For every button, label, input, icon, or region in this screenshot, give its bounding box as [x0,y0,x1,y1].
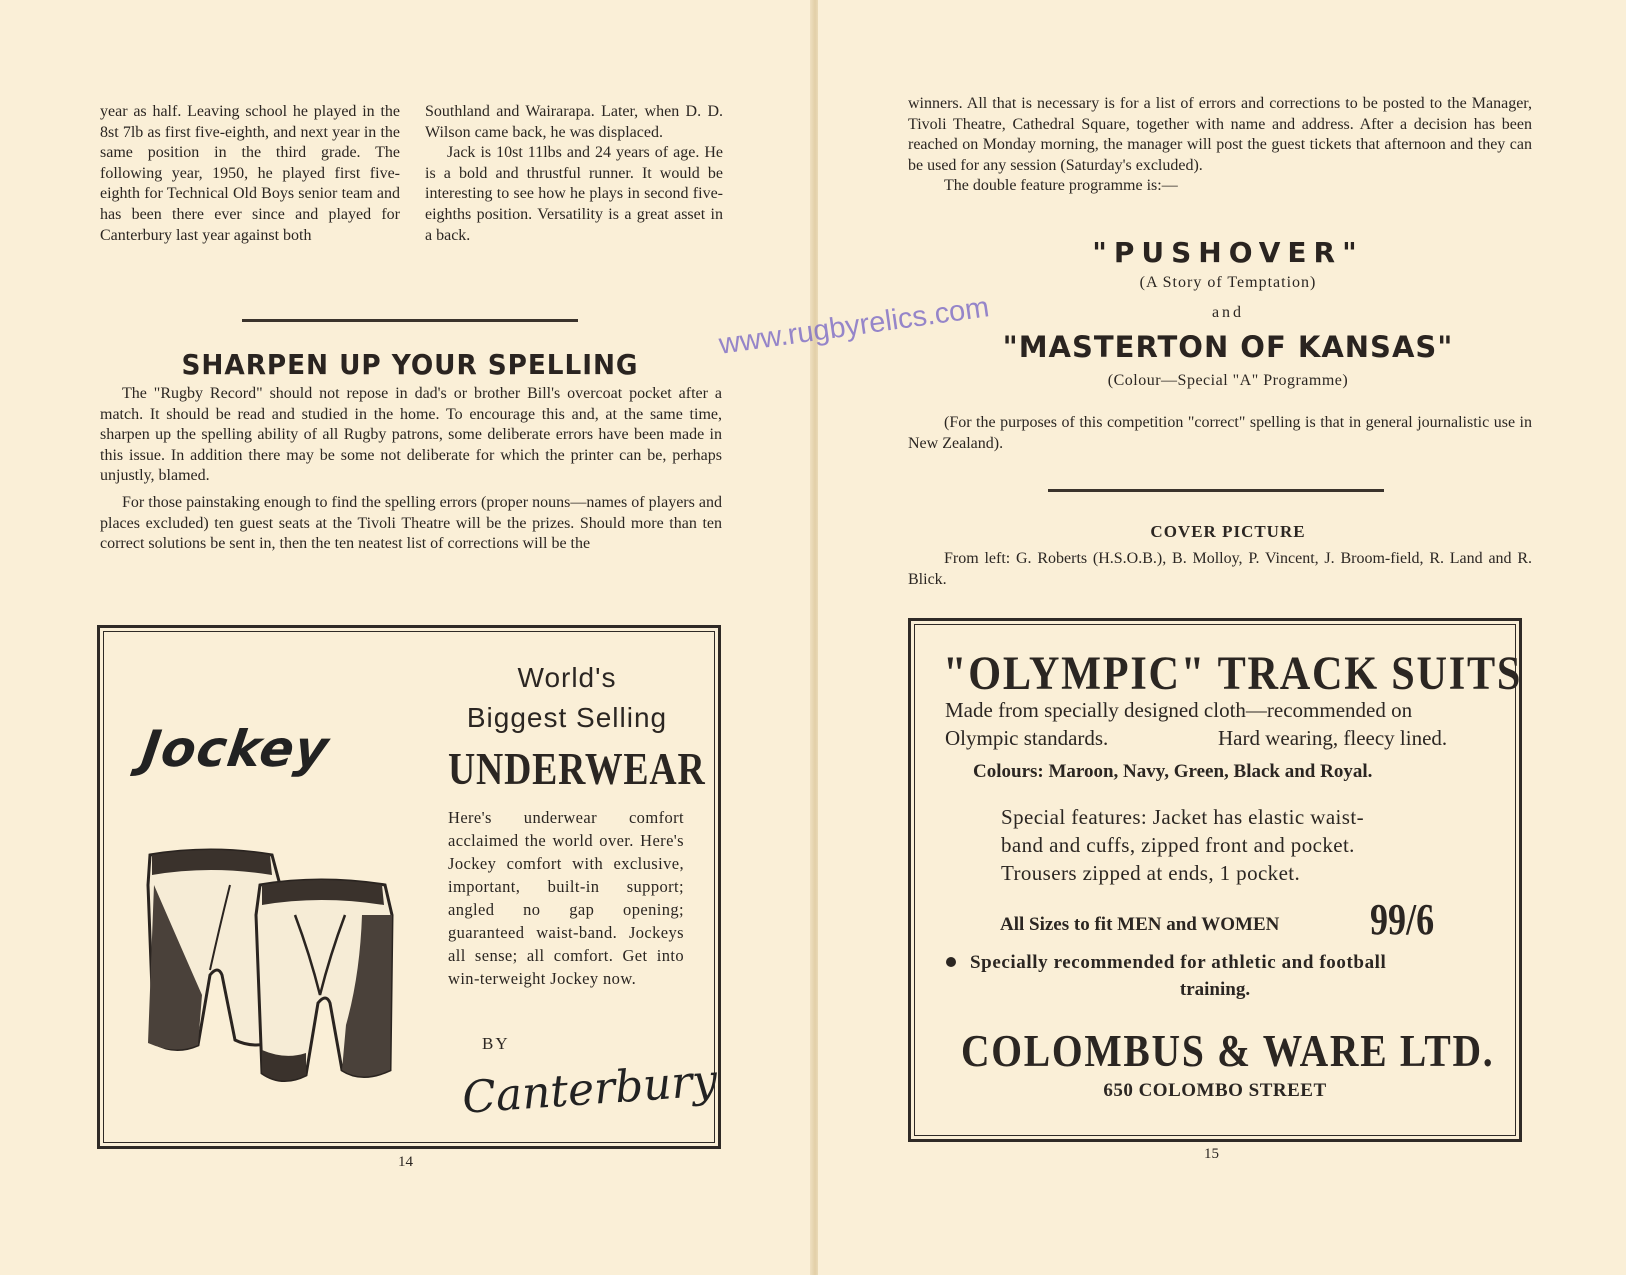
ad-body-copy: Here's underwear comfort acclaimed the world over. Here's Jockey comfort with exclusive, important, built-in support; angled no gap opening; guaranteed waist-band. Jockeys all sense; all comfort. Get into win-terweight Jockey now. [448,808,684,988]
olympic-ad-company [961,1024,1521,1077]
article-col2-paragraph-2: Jack is 10st 11lbs and 24 years of age. He is a bold and thrustful runner. It would be interesting to see how he plays in second five-eighths position. Versatility is a great asset in a back. [425,144,723,244]
olympic-ad-title-text: "OLYMPIC" TRACK SUITS [943,647,1523,700]
page-number-right: 15 [1204,1146,1219,1162]
spelling-heading: SHARPEN UP YOUR SPELLING [181,348,639,381]
competition-continuation [908,94,1532,197]
ad-by-label: BY [482,1034,510,1053]
ad-line-underwear [448,742,708,795]
spelling-paragraph-2: For those painstaking enough to find the spelling errors (proper nouns—names of players and places excluded) ten guest seats at the Tivoli Theatre will be the prizes. Should more than ten correct solutions be sent in, then the ten neatest list of corrections will be the [100,493,722,553]
olympic-ad-line-1: Made from specially designed cloth—recommended on [945,698,1413,722]
ad-underwear-text: UNDERWEAR [448,743,706,794]
film-1-title: "PUSHOVER" [1092,236,1364,269]
competition-note-text: (For the purposes of this competition "correct" spelling is that in general journalistic use in New Zealand). [908,414,1532,452]
spelling-article [100,384,722,555]
olympic-ad-recommend-1: Specially recommended for athletic and football [970,952,1387,973]
underwear-illustration [140,845,420,1085]
section-divider [242,319,578,322]
page-number-left: 14 [398,1154,413,1170]
right-page [818,0,1626,1275]
left-page [0,0,812,1275]
olympic-ad-features-2: band and cuffs, zipped front and pocket. [1001,833,1355,857]
film-2-title: "MASTERTON OF KANSAS" [1002,330,1454,364]
olympic-ad-price-text: 99/6 [1370,895,1435,944]
olympic-ad-price [1370,894,1448,945]
article-col2-paragraph-1: Southland and Wairarapa. Later, when D. D. Wilson came back, he was displaced. [425,103,723,141]
cover-picture-caption-text: From left: G. Roberts (H.S.O.B.), B. Molloy, P. Vincent, J. Broom-field, R. Land and R. Blick. [908,550,1532,588]
olympic-ad-recommend-2: training. [1179,979,1251,1000]
competition-paragraph-2: The double feature programme is:— [944,177,1178,195]
olympic-ad-line-2a: Olympic standards. [945,726,1109,750]
canterbury-signature: Canterbury [460,1055,719,1124]
film-1-subtitle: (A Story of Temptation) [1139,274,1317,291]
jockey-logo: Jockey [137,720,333,778]
cover-picture-caption [908,549,1532,590]
olympic-ad-features-1: Special features: Jacket has elastic waist- [1001,805,1364,829]
film-2-subtitle: (Colour—Special "A" Programme) [1107,372,1349,389]
ad-line-worlds: World's [517,662,617,693]
bullet-icon [946,957,956,967]
olympic-ad-features-3: Trousers zipped at ends, 1 pocket. [1001,861,1301,885]
and-connector: and [1211,304,1245,321]
olympic-ad-sizes: All Sizes to fit MEN and WOMEN [1000,914,1280,935]
watermark: www.rugbyrelics.com [717,291,992,361]
olympic-ad-colours: Colours: Maroon, Navy, Green, Black and Royal. [973,761,1373,782]
underwear-front-icon [256,880,392,1081]
cover-picture-heading: COVER PICTURE [1150,522,1306,541]
competition-note [908,413,1532,454]
section-divider-right [1048,489,1384,492]
competition-paragraph-1: winners. All that is necessary is for a list of errors and corrections to be posted to the Manager, Tivoli Theatre, Cathedral Square, together with name and address. After a decision has been reached on Monday morning, the manager will post the guest tickets that afternoon and they can be used for any session (Saturday's excluded). [908,95,1532,174]
ad-line-biggest-selling: Biggest Selling [466,702,668,733]
article-col1-text: year as half. Leaving school he played in the 8st 7lb as first five-eighth, and next year in the same position in the third grade. The following year, 1950, he played first five-eighth for Technical Old Boys senior team and has been there ever since and played for Canterbury last year against both [100,103,400,244]
spelling-paragraph-1: The "Rugby Record" should not repose in dad's or brother Bill's overcoat pocket after a match. It should be read and studied in the home. To encourage this and, at the same time, sharpen up the spelling ability of all Rugby patrons, some deliberate errors have been made in this issue. In addition there may be some not deliberate for which the printer can be, perhaps unjustly, blamed. [100,385,722,485]
olympic-ad-title [943,646,1523,701]
article-continuation-column-2 [425,102,723,246]
olympic-ad-line-2b: Hard wearing, fleecy lined. [1218,726,1448,750]
olympic-ad-company-text: COLOMBUS & WARE LTD. [961,1025,1495,1076]
olympic-ad-address: 650 COLOMBO STREET [1103,1080,1327,1101]
article-continuation-column-1 [100,102,400,246]
